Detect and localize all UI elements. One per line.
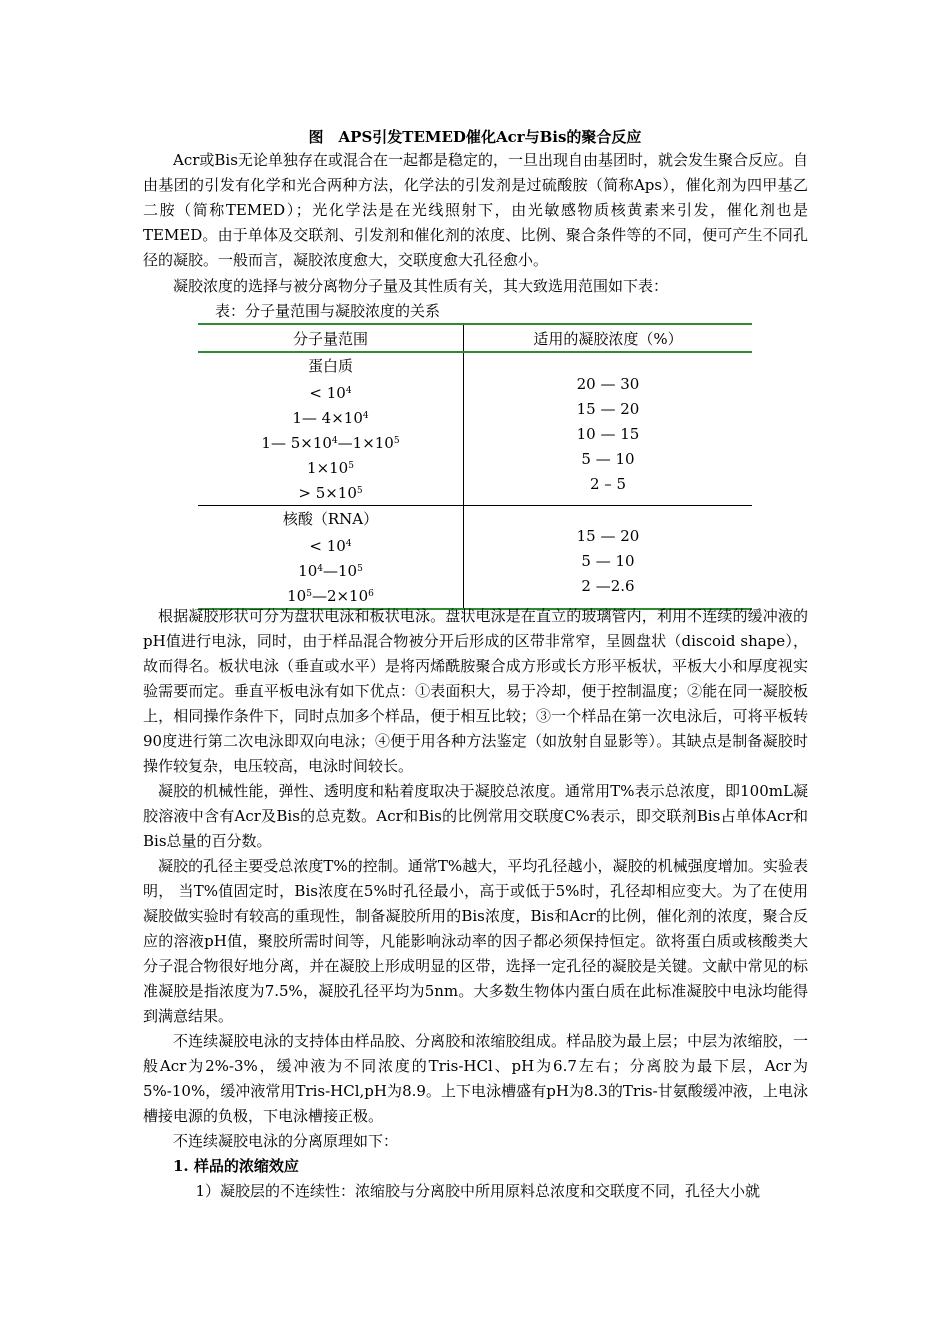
paragraph-mechanical-properties: 凝胶的机械性能，弹性、透明度和粘着度取决于凝胶总浓度。通常用T%表示总浓度，即100mL凝胶溶液中含有Acr及Bis的总克数。Acr和Bis的比例常用交联度C%表示，即交联剂Bis占单体Acr和Bis总量的百分数。 bbox=[143, 782, 808, 850]
concentration-table bbox=[198, 323, 752, 610]
paragraph-discontinuous-support: 不连续凝胶电泳的支持体由样品胶、分离胶和浓缩胶组成。样品胶为最上层；中层为浓缩胶，一般Acr为2%-3%，缓冲液为不同浓度的Tris-HCl、pH为6.7左右；分离胶为最下层，Acr为5%-10%，缓冲液常用Tris-HCl,pH为8.9。上下电泳槽盛有pH为8.3的Tris-甘氨酸缓冲液，上电泳槽接电源的负极，下电泳槽接正极。 bbox=[143, 1032, 808, 1125]
table-row-protein bbox=[198, 352, 752, 506]
table-row-nucleic-acid bbox=[198, 506, 752, 610]
rna-range-3: $10^5—2\times 10^6$ bbox=[287, 587, 374, 605]
protein-value-2: 15 — 20 bbox=[576, 400, 640, 418]
section-heading-concentration-effect: 1. 样品的浓缩效应 bbox=[173, 1157, 299, 1175]
protein-value-4: 5 — 10 bbox=[581, 450, 635, 468]
rna-range-1: < $10^4$ bbox=[309, 537, 352, 555]
paragraph-separation-principle: 不连续凝胶电泳的分离原理如下： bbox=[173, 1132, 399, 1150]
table-caption: 表：分子量范围与凝胶浓度的关系 bbox=[215, 302, 441, 320]
protein-range-1: < $10^4$ bbox=[309, 384, 352, 402]
figure-caption: 图 APS引发TEMED催化Acr与Bis的聚合反应 bbox=[308, 128, 642, 146]
protein-value-3: 10 — 15 bbox=[576, 425, 640, 443]
protein-value-5: 2 – 5 bbox=[589, 475, 627, 493]
paragraph-gel-shape: 根据凝胶形状可分为盘状电泳和板状电泳。盘状电泳是在直立的玻璃管内，利用不连续的缓冲液的pH值进行电泳，同时，由于样品混合物被分开后形成的区带非常窄，呈圆盘状（discoid shape），故而得名。板状电泳（垂直或水平）是将丙烯酰胺聚合成方形或长方形平板状，平板大小和厚度视实验需要而定。垂直平板电泳有如下优点：①表面积大，易于冷却，便于控制温度；②能在同一凝胶板上，相同操作条件下，同时点加多个样品，便于相互比较；③一个样品在第一次电泳后，可将平板转90度进行第二次电泳即双向电泳；④便于用各种方法鉴定（如放射自显影等）。其缺点是制备凝胶时操作较复杂，电压较高，电泳时间较长。 bbox=[143, 607, 808, 775]
rna-range-2: $10^4—10^5$ bbox=[298, 562, 363, 580]
protein-range-2: 1— $4\times 10^4$ bbox=[292, 409, 369, 427]
rna-value-3: 2 —2.6 bbox=[581, 577, 635, 595]
paragraph-gel-discontinuity: 1）凝胶层的不连续性：浓缩胶与分离胶中所用原料总浓度和交联度不同，孔径大小就 bbox=[195, 1182, 761, 1200]
protein-heading: 蛋白质 bbox=[307, 357, 353, 375]
table-header-gel-concentration: 适用的凝胶浓度（%） bbox=[464, 324, 753, 352]
protein-range-4: $1\times 10^5$ bbox=[307, 459, 354, 477]
rna-value-2: 5 — 10 bbox=[581, 552, 635, 570]
table-header-molecular-weight: 分子量范围 bbox=[198, 324, 464, 352]
rna-heading: 核酸（RNA） bbox=[282, 510, 379, 528]
protein-range-3: 1— $5\times 10^4—1\times 10^5$ bbox=[261, 434, 400, 452]
protein-range-5: > $5\times 10^5$ bbox=[298, 484, 363, 502]
paragraph-polymerization: Acr或Bis无论单独存在或混合在一起都是稳定的，一旦出现自由基团时，就会发生聚合反应。自由基团的引发有化学和光合两种方法，化学法的引发剂是过硫酸胺（简称Aps），催化剂为四甲基乙二胺（简称TEMED）；光化学法是在光线照射下，由光敏感物质核黄素来引发，催化剂也是TEMED。由于单体及交联剂、引发剂和催化剂的浓度、比例、聚合条件等的不同，便可产生不同孔径的凝胶。一般而言，凝胶浓度愈大，交联度愈大孔径愈小。 bbox=[143, 151, 808, 269]
paragraph-gel-concentration: 凝胶浓度的选择与被分离物分子量及其性质有关，其大致选用范围如下表： bbox=[173, 277, 669, 295]
protein-value-1: 20 — 30 bbox=[576, 375, 640, 393]
paragraph-pore-size: 凝胶的孔径主要受总浓度T%的控制。通常T%越大，平均孔径越小，凝胶的机械强度增加。实验表明， 当T%值固定时，Bis浓度在5%时孔径最小，高于或低于5%时，孔径却相应变大。为了在使用凝胶做实验时有较高的重现性，制备凝胶所用的Bis浓度，Bis和Acr的比例，催化剂的浓度，聚合反应的溶液pH值，聚胶所需时间等，凡能影响泳动率的因子都必须保持恒定。欲将蛋白质或核酸类大分子混合物很好地分离，并在凝胶上形成明显的区带，选择一定孔径的凝胶是关键。文献中常见的标准凝胶是指浓度为7.5%，凝胶孔径平均为5nm。大多数生物体内蛋白质在此标准凝胶中电泳均能得到满意结果。 bbox=[143, 857, 808, 1025]
rna-value-1: 15 — 20 bbox=[576, 527, 640, 545]
